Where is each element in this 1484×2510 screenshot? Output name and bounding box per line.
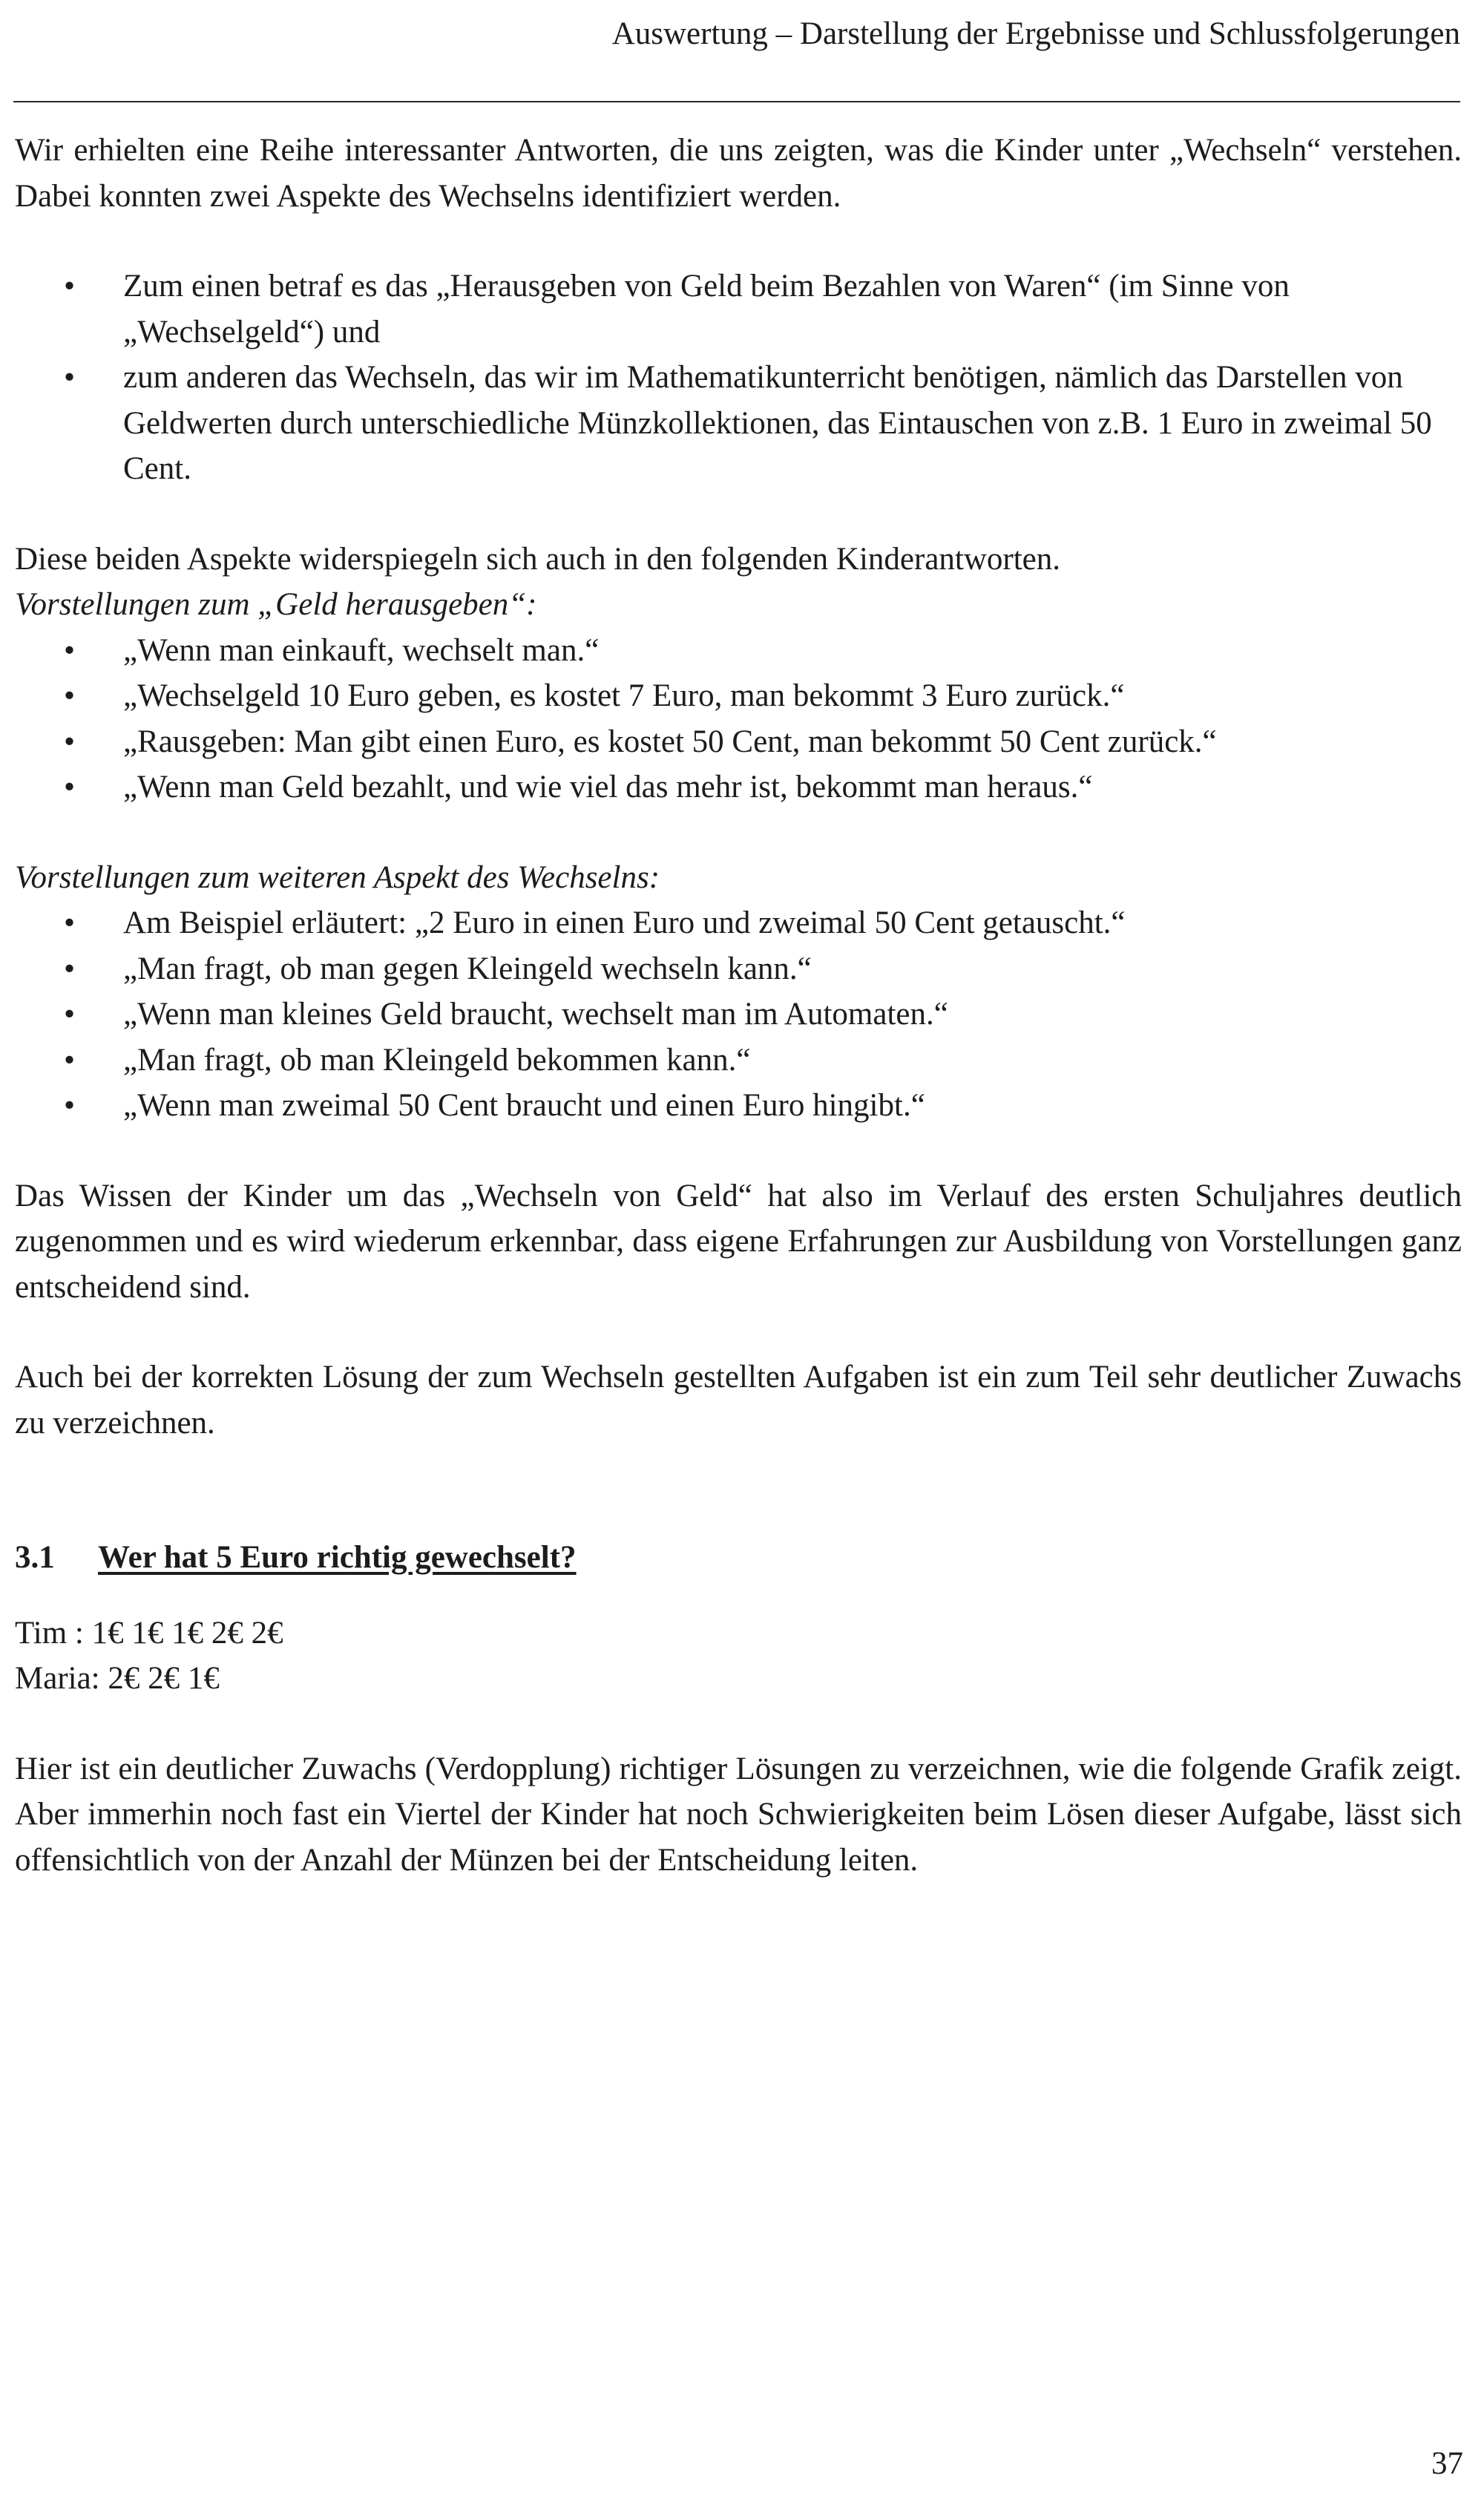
list-item [15,900,1462,946]
section-title: Wer hat 5 Euro richtig gewechselt? [98,1540,577,1575]
bullet-icon: • [64,269,76,304]
bullet-icon: • [64,951,76,986]
list-item [15,992,1462,1038]
list-item-text: Zum einen betraf es das „Herausgeben von Geld beim Bezahlen von Waren“ (im Sinne von „Wechselgeld“) und [123,269,1290,350]
list-item [15,719,1462,765]
list-item [15,263,1462,355]
list-item-text: „Wenn man kleines Geld braucht, wechselt man im Automaten.“ [123,997,948,1032]
aufgaben-paragraph: Auch bei der korrekten Lösung der zum Wechseln gestellten Aufgaben ist ein zum Teil sehr deutlicher Zuwachs zu verzeichnen. [15,1360,1462,1441]
list-item [15,1038,1462,1084]
subheading-weiterer-aspekt: Vorstellungen zum weiteren Aspekt des Wechselns: [15,859,660,895]
list-item-text: „Rausgeben: Man gibt einen Euro, es kostet 50 Cent, man bekommt 50 Cent zurück.“ [123,724,1217,759]
section-heading [15,1535,1462,1581]
example-line-tim: Tim : 1€ 1€ 1€ 2€ 2€ [15,1615,283,1651]
list-item [15,628,1462,674]
bullet-icon: • [64,1088,76,1123]
page-body [15,128,1462,1883]
list-item-text: „Wenn man Geld bezahlt, und wie viel das mehr ist, bekommt man heraus.“ [123,770,1093,805]
bullet-icon: • [64,997,76,1032]
bullet-icon: • [64,678,76,713]
list-item [15,946,1462,992]
list-item-text: „Man fragt, ob man gegen Kleingeld wechseln kann.“ [123,951,812,986]
example-line-maria: Maria: 2€ 2€ 1€ [15,1661,220,1696]
geld-herausgeben-list [15,628,1462,810]
list-item-text: „Wenn man zweimal 50 Cent braucht und einen Euro hingibt.“ [123,1088,925,1123]
bullet-icon: • [64,632,76,668]
running-header: Auswertung – Darstellung der Ergebnisse und Schlussfolgerungen [611,16,1460,51]
reflection-paragraph: Diese beiden Aspekte widerspiegeln sich auch in den folgenden Kinderantworten. [15,541,1061,577]
bullet-icon: • [64,360,76,395]
list-item-text: zum anderen das Wechseln, das wir im Mathematikunterricht benötigen, nämlich das Darstellen von Geldwerten durch unterschiedliche Münzkollektionen, das Eintauschen von z.B. 1 Euro in zweimal 50 Cent. [123,360,1432,486]
list-item-text: „Wechselgeld 10 Euro geben, es kostet 7 Euro, man bekommt 3 Euro zurück.“ [123,678,1125,713]
weiterer-aspekt-list [15,900,1462,1129]
list-item-text: „Man fragt, ob man Kleingeld bekommen kann.“ [123,1042,751,1078]
list-item-text: Am Beispiel erläutert: „2 Euro in einen Euro und zweimal 50 Cent getauscht.“ [123,905,1126,940]
list-item [15,764,1462,810]
subheading-geld-herausgeben: Vorstellungen zum „Geld herausgeben“: [15,587,537,622]
bullet-icon: • [64,770,76,805]
page-number: 37 [1431,2446,1463,2481]
header-divider [13,101,1460,102]
aspects-list [15,263,1462,492]
list-item [15,1083,1462,1129]
list-item-text: „Wenn man einkauft, wechselt man.“ [123,632,600,668]
section-number: 3.1 [15,1540,55,1575]
list-item [15,355,1462,492]
conclusion-paragraph: Hier ist ein deutlicher Zuwachs (Verdopplung) richtiger Lösungen zu verzeichnen, wie die folgende Grafik zeigt. Aber immerhin noch fast ein Viertel der Kinder hat noch Schwierigkeiten beim Lösen dieser Aufgabe, lässt sich offensichtlich von der Anzahl der Münzen bei der Entscheidung leiten. [15,1751,1462,1878]
bullet-icon: • [64,905,76,940]
wissen-paragraph: Das Wissen der Kinder um das „Wechseln von Geld“ hat also im Verlauf des ersten Schuljahres deutlich zugenommen und es wird wiederum erkennbar, dass eigene Erfahrungen zur Ausbildung von Vorstellungen ganz entscheidend sind. [15,1178,1462,1305]
intro-paragraph: Wir erhielten eine Reihe interessanter Antworten, die uns zeigten, was die Kinder unter „Wechseln“ verstehen. Dabei konnten zwei Aspekte des Wechselns identifiziert werden. [15,133,1462,214]
bullet-icon: • [64,724,76,759]
list-item [15,673,1462,719]
bullet-icon: • [64,1042,76,1078]
